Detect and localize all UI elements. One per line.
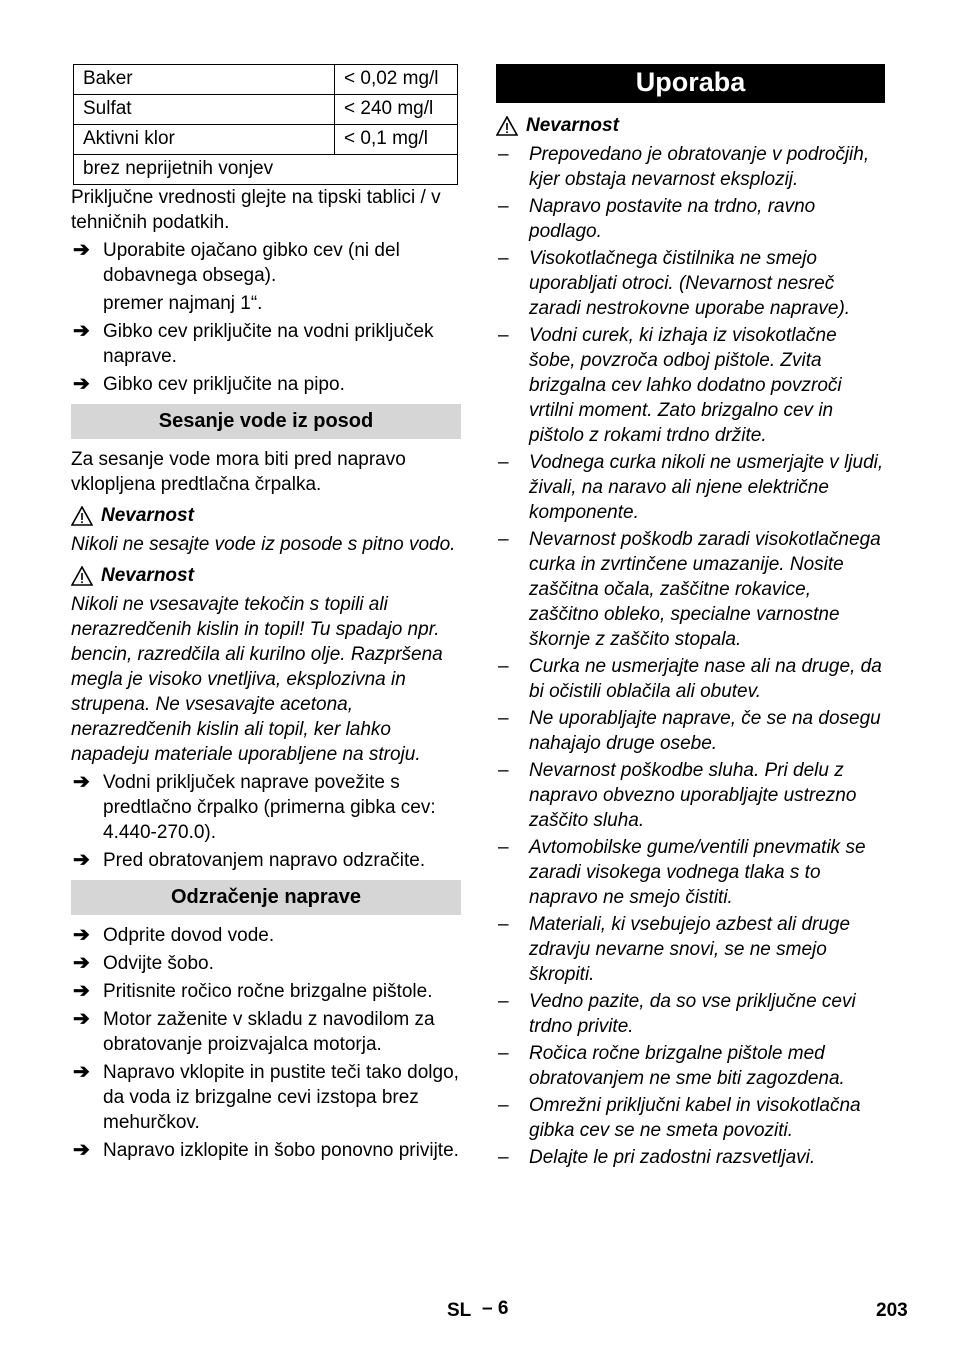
step-text: Vodni priključek naprave povežite s predtlačno črpalko (primerna gibka cev: 4.440-270.0). bbox=[103, 772, 436, 843]
list-item bbox=[496, 706, 885, 756]
step-text: Napravo izklopite in šobo ponovno privijte. bbox=[103, 1140, 459, 1161]
step-text: Napravo vklopite in pustite teči tako dolgo, da voda iz brizgalne cevi izstopa brez mehurčkov. bbox=[103, 1062, 459, 1133]
arrow-icon: ➔ bbox=[73, 239, 90, 261]
list-item bbox=[71, 848, 461, 873]
warning-heading bbox=[71, 563, 461, 588]
list-item-text: Napravo postavite na trdno, ravno podlago. bbox=[529, 196, 816, 242]
arrow-icon: ➔ bbox=[73, 1139, 90, 1161]
list-item bbox=[496, 1145, 885, 1170]
arrow-icon: ➔ bbox=[73, 373, 90, 395]
dash-bullet: – bbox=[498, 1043, 509, 1064]
list-item-text: Vodnega curka nikoli ne usmerjajte v ljudi, živali, na naravo ali njene električne komponente. bbox=[529, 452, 884, 523]
step-text: Odprite dovod vode. bbox=[103, 925, 275, 946]
section-text: Za sesanje vode mora biti pred napravo vklopljena predtlačna črpalka. bbox=[71, 449, 406, 495]
list-item-text: Avtomobilske gume/ventili pnevmatik se zaradi visokega vodnega tlaka s to napravo ne smejo čistiti. bbox=[529, 837, 866, 908]
dash-bullet: – bbox=[498, 1147, 509, 1168]
arrow-icon: ➔ bbox=[73, 980, 90, 1002]
table-row bbox=[74, 95, 458, 125]
list-item bbox=[496, 246, 885, 321]
table-cell-label: Aktivni klor bbox=[74, 125, 335, 155]
step-text: Motor zaženite v skladu z navodilom za obratovanje proizvajalca motorja. bbox=[103, 1009, 435, 1055]
arrow-icon: ➔ bbox=[73, 952, 90, 974]
list-item bbox=[71, 923, 461, 948]
warning-heading bbox=[71, 503, 461, 528]
list-item bbox=[71, 979, 461, 1004]
step-text: Odvijte šobo. bbox=[103, 953, 214, 974]
dash-bullet: – bbox=[498, 1095, 509, 1116]
dash-bullet: – bbox=[498, 529, 509, 550]
list-item bbox=[496, 654, 885, 704]
footer-language: SL bbox=[447, 1300, 472, 1321]
arrow-icon: ➔ bbox=[73, 1061, 90, 1083]
dash-bullet: – bbox=[498, 656, 509, 677]
table-cell-label: Baker bbox=[74, 65, 335, 95]
table-cell-value: < 0,02 mg/l bbox=[335, 65, 458, 95]
arrow-icon: ➔ bbox=[73, 771, 90, 793]
list-item bbox=[71, 238, 461, 288]
dash-bullet: – bbox=[498, 196, 509, 217]
list-item-text: Ročica ročne brizgalne pištole med obratovanjem ne sme biti zagozdena. bbox=[529, 1043, 845, 1089]
list-item bbox=[496, 194, 885, 244]
arrow-icon: ➔ bbox=[73, 1008, 90, 1030]
step-text: Uporabite ojačano gibko cev (ni del dobavnega obsega). bbox=[103, 240, 400, 286]
list-item bbox=[71, 1060, 461, 1135]
list-item bbox=[496, 450, 885, 525]
warning-triangle-icon bbox=[496, 116, 518, 136]
intro-text: Priključne vrednosti glejte na tipski tablici / v tehničnih podatkih. bbox=[71, 187, 441, 233]
list-item-text: Vedno pazite, da so vse priključne cevi trdno privite. bbox=[529, 991, 856, 1037]
warning-text: Nikoli ne vsesavajte tekočin s topili ali nerazredčenih kislin in topil! Tu spadajo npr. bencin, razredčila ali kurilno olje. Razpršena megla je visoko vnetljiva, eksplozivna in strupena. Ne vsesavajte acetona, nerazredčenih kislin ali topil, ker lahko napadeju materiale uporabljene na stroju. bbox=[71, 594, 443, 765]
list-item bbox=[71, 1138, 461, 1163]
step-text: Pred obratovanjem napravo odzračite. bbox=[103, 850, 426, 871]
warning-heading bbox=[496, 113, 885, 138]
table-row bbox=[74, 125, 458, 155]
step-text: Pritisnite ročico ročne brizgalne pištole. bbox=[103, 981, 433, 1002]
safety-list bbox=[496, 142, 885, 1170]
chapter-title: Uporaba bbox=[496, 64, 885, 103]
water-quality-table bbox=[73, 64, 458, 185]
list-item-text: Materiali, ki vsebujejo azbest ali druge zdravju nevarne snovi, se ne smejo škropiti. bbox=[529, 914, 851, 985]
list-item-text: Prepovedano je obratovanje v področjih, kjer obstaja nevarnost eksplozij. bbox=[529, 144, 870, 190]
list-item-text: Delajte le pri zadostni razsvetljavi. bbox=[529, 1147, 816, 1168]
list-item-text: Nevarnost poškodbe sluha. Pri delu z napravo obvezno uporabljajte ustrezno zaščito sluha. bbox=[529, 760, 857, 831]
dash-bullet: – bbox=[498, 991, 509, 1012]
warning-label: Nevarnost bbox=[526, 115, 619, 136]
list-item bbox=[71, 372, 461, 397]
step-note: premer najmanj 1“. bbox=[103, 293, 263, 314]
warning-label: Nevarnost bbox=[101, 505, 194, 526]
list-item bbox=[496, 1041, 885, 1091]
list-item bbox=[71, 1007, 461, 1057]
page-number: 203 bbox=[876, 1300, 908, 1321]
table-cell-label: Sulfat bbox=[74, 95, 335, 125]
list-item bbox=[496, 527, 885, 652]
list-item bbox=[496, 989, 885, 1039]
step-text: Gibko cev priključite na pipo. bbox=[103, 374, 345, 395]
warning-text: Nikoli ne sesajte vode iz posode s pitno vodo. bbox=[71, 534, 456, 555]
arrow-icon: ➔ bbox=[73, 320, 90, 342]
list-item-text: Nevarnost poškodb zaradi visokotlačnega curka in zvrtinčene umazanije. Nosite zaščitna očala, zaščitne rokavice, zaščitno obleko, specialne varnostne škornje z zaščito stopala. bbox=[529, 529, 881, 650]
arrow-icon: ➔ bbox=[73, 849, 90, 871]
list-item-text: Vodni curek, ki izhaja iz visokotlačne šobe, povzroča odboj pištole. Zvita brizgalna cev lahko dodatno povzroči vrtilni moment. Zato brizgalno cev in pištolo z rokami trdno držite. bbox=[529, 325, 842, 446]
step-text: Gibko cev priključite na vodni priključek naprave. bbox=[103, 321, 434, 367]
arrow-icon: ➔ bbox=[73, 924, 90, 946]
table-cell-value: < 240 mg/l bbox=[335, 95, 458, 125]
table-cell-value: < 0,1 mg/l bbox=[335, 125, 458, 155]
list-item bbox=[71, 770, 461, 845]
table-row bbox=[74, 65, 458, 95]
list-item bbox=[496, 323, 885, 448]
warning-label: Nevarnost bbox=[101, 565, 194, 586]
left-column bbox=[71, 64, 461, 1165]
list-item bbox=[496, 835, 885, 910]
right-column bbox=[496, 64, 885, 1172]
list-item bbox=[496, 758, 885, 833]
list-item-text: Visokotlačnega čistilnika ne smejo uporabljati otroci. (Nevarnost nesreč zaradi nestrokovne uporabe naprave). bbox=[529, 248, 851, 319]
list-item bbox=[71, 951, 461, 976]
section-heading: Sesanje vode iz posod bbox=[71, 404, 461, 439]
table-row bbox=[74, 155, 458, 185]
dash-bullet: – bbox=[498, 760, 509, 781]
warning-triangle-icon bbox=[71, 506, 93, 526]
list-item-text: Curka ne usmerjajte nase ali na druge, da bi očistili oblačila ali obutev. bbox=[529, 656, 882, 702]
dash-bullet: – bbox=[498, 144, 509, 165]
warning-triangle-icon bbox=[71, 566, 93, 586]
table-footer-cell: brez neprijetnih vonjev bbox=[74, 155, 458, 185]
dash-bullet: – bbox=[498, 914, 509, 935]
list-item bbox=[71, 319, 461, 369]
dash-bullet: – bbox=[498, 452, 509, 473]
list-item bbox=[496, 142, 885, 192]
section-heading: Odzračenje naprave bbox=[71, 880, 461, 915]
footer-section-number: – 6 bbox=[482, 1298, 509, 1319]
list-item bbox=[496, 1093, 885, 1143]
dash-bullet: – bbox=[498, 708, 509, 729]
list-item-text: Omrežni priključni kabel in visokotlačna gibka cev se ne smeta povoziti. bbox=[529, 1095, 861, 1141]
list-item bbox=[496, 912, 885, 987]
dash-bullet: – bbox=[498, 248, 509, 269]
dash-bullet: – bbox=[498, 837, 509, 858]
list-item-text: Ne uporabljajte naprave, če se na dosegu nahajajo druge osebe. bbox=[529, 708, 881, 754]
dash-bullet: – bbox=[498, 325, 509, 346]
